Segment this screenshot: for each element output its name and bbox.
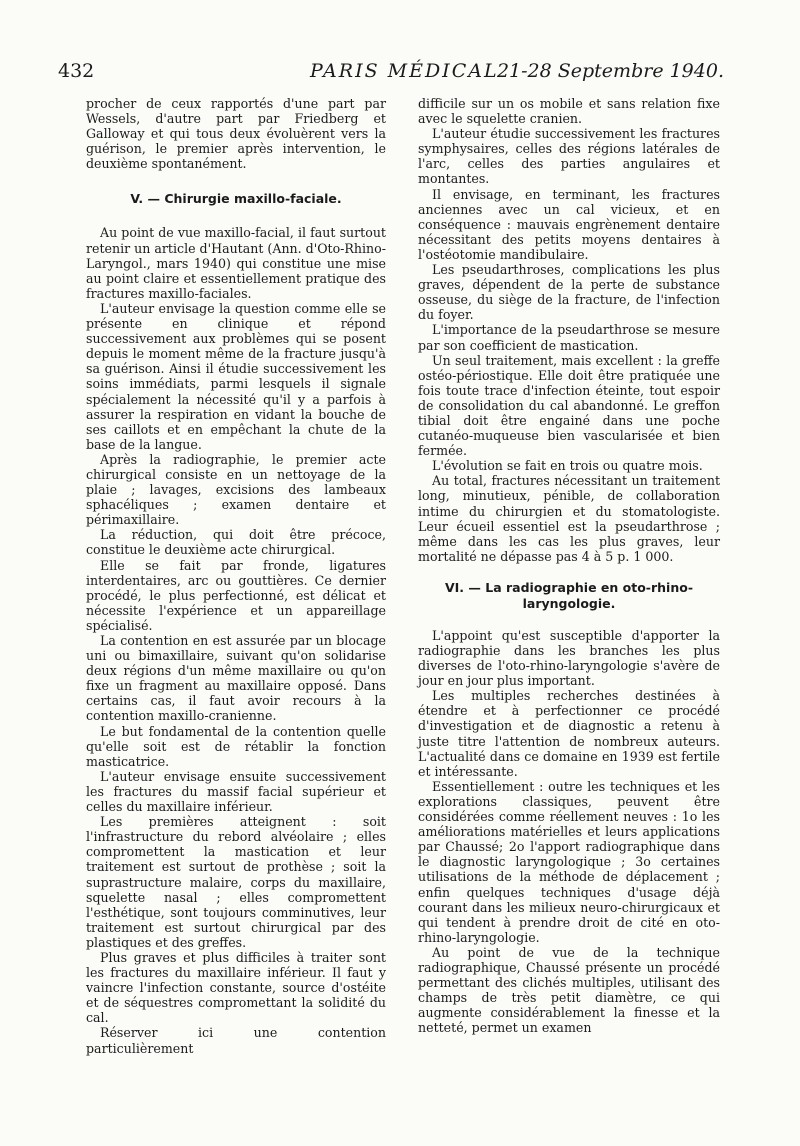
journal-title: PARIS MÉDICAL	[310, 60, 499, 82]
paragraph: L'auteur étudie successivement les fractures symphysaires, celles des régions latérales de l'arc, celles des parties angulaires et montantes.	[418, 126, 720, 187]
paragraph: Les pseudarthroses, complications les plus graves, dépendent de la perte de substance osseuse, du siège de la fracture, de l'infection du foyer.	[418, 262, 720, 323]
paragraph: La réduction, qui doit être précoce, constitue le deuxième acte chirurgical.	[86, 527, 386, 558]
issue-date: 21-28 Septembre 1940.	[496, 60, 724, 82]
paragraph: Le but fondamental de la contention quelle qu'elle soit est de rétablir la fonction masticatrice.	[86, 723, 386, 769]
paragraph: Au total, fractures nécessitant un traitement long, minutieux, pénible, de collaboration intime du chirurgien et du stomatologiste. Leur écueil essentiel est la pseudarthrose ; même dans les cas les plus graves, leur mortalité ne dépasse pas 4 à 5 p. 1 000.	[418, 473, 720, 564]
left-column	[86, 96, 386, 1056]
section-heading-6-line2: laryngologie.	[522, 595, 616, 611]
section-heading-6-line1: VI. — La radiographie en oto-rhino-	[444, 579, 694, 595]
paragraph: Elle se fait par fronde, ligatures interdentaires, arc ou gouttières. Ce dernier procédé, le plus perfectionné, est délicat et nécessite l'expérience et un appareillage spécialisé.	[86, 557, 386, 633]
paragraph: Plus graves et plus difficiles à traiter sont les fractures du maxillaire inférieur. Il faut y vaincre l'infection constante, source d'ostéite et de séquestres compromettant la solidité du cal.	[86, 949, 386, 1026]
page-number: 432	[58, 60, 95, 82]
paragraph: Au point de vue de la technique radiographique, Chaussé présente un procédé permettant des clichés multiples, utilisant des champs de très petit diamètre, ce qui augmente considérablement la finesse et la netteté, permet un examen	[418, 944, 720, 1036]
paragraph: difficile sur un os mobile et sans relation fixe avec le squelette cranien.	[418, 96, 720, 127]
paragraph: L'importance de la pseudarthrose se mesure par son coefficient de mastication.	[418, 322, 720, 353]
paragraph: Un seul traitement, mais excellent : la greffe ostéo-périostique. Elle doit être pratiquée une fois toute trace d'infection éteinte, tout espoir de consolidation du cal abandonné. Le greffon tibial doit être engainé dans une poche cutanéo-muqueuse bien vascularisée et bien fermée.	[418, 352, 720, 459]
paragraph: Essentiellement : outre les techniques et les explorations classiques, peuvent être considérées comme réellement neuves : 1o les améliorations matérielles et leurs applications par Chaussé; 2o l'apport radiographique dans le diagnostic laryngologique ; 3o certaines utilisations de la méthode de déplacement ; enfin quelques techniques d'usage déjà courant dans les milieux neuro-chirurgicaux et qui tendent à prendre droit de cité en oto-rhino-laryngologie.	[418, 778, 720, 945]
paragraph: Les premières atteignent : soit l'infrastructure du rebord alvéolaire ; elles compromettent la mastication et leur traitement est surtout de prothèse ; soit la suprastructure malaire, corps du maxillaire, squelette nasal ; elles compromettent l'esthétique, sont toujours comminutives, leur traitement est surtout chirurgical par des plastiques et des greffes.	[86, 814, 386, 950]
paragraph: Il envisage, en terminant, les fractures anciennes avec un cal vicieux, et en conséquence : mauvais engrènement dentaire nécessitant des petits moyens dentaires à l'ostéotomie mandibulaire.	[418, 186, 720, 262]
section-heading-5: V. — Chirurgie maxillo-faciale.	[130, 191, 342, 207]
running-header	[0, 60, 800, 86]
paragraph: L'auteur envisage ensuite successivement les fractures du massif facial supérieur et celles du maxillaire inférieur.	[86, 768, 386, 815]
paragraph: Après la radiographie, le premier acte chirurgical consiste en un nettoyage de la plaie ; lavages, excisions des lambeaux sphacéliques ; examen dentaire et périmaxillaire.	[86, 451, 386, 528]
right-column	[418, 96, 720, 1035]
paragraph: procher de ceux rapportés d'une part par Wessels, d'autre part par Friedberg et Galloway et qui tous deux évoluèrent vers la guérison, le premier après intervention, le deuxième spontanément.	[86, 96, 386, 172]
paragraph: La contention en est assurée par un blocage uni ou bimaxillaire, suivant qu'on solidarise deux régions d'un même maxillaire ou qu'on fixe un fragment au maxillaire opposé. Dans certains cas, il faut avoir recours à la contention maxillo-cranienne.	[86, 633, 386, 724]
section-heading-6	[418, 580, 720, 612]
paragraph: Les multiples recherches destinées à étendre et à perfectionner ce procédé d'investigation et de diagnostic a retenu à juste titre l'attention de nombreux auteurs. L'actualité dans ce domaine en 1939 est fertile et intéressante.	[418, 688, 720, 779]
paragraph: L'appoint qu'est susceptible d'apporter la radiographie dans les branches les plus diverses de l'oto-rhino-laryngologie s'avère de jour en jour plus important.	[418, 627, 720, 689]
paragraph: Au point de vue maxillo-facial, il faut surtout retenir un article d'Hautant (Ann. d'Oto-Rhino-Laryngol., mars 1940) qui constitue une mise au point claire et essentiellement pratique des fractures maxillo-faciales.	[86, 225, 386, 301]
paragraph: L'auteur envisage la question comme elle se présente en clinique et répond successivement aux problèmes qui se posent depuis le moment même de la fracture jusqu'à sa guérison. Ainsi il étudie successivement les soins immédiats, parmi lesquels il signale spécialement la nécessité qu'il y a parfois à assurer la respiration en vidant la bouche de ses caillots et en empêchant la chute de la base de la langue.	[86, 300, 386, 452]
paragraph: L'évolution se fait en trois ou quatre mois.	[432, 458, 703, 474]
paragraph: Réserver ici une contention particulièrement	[86, 1025, 386, 1056]
